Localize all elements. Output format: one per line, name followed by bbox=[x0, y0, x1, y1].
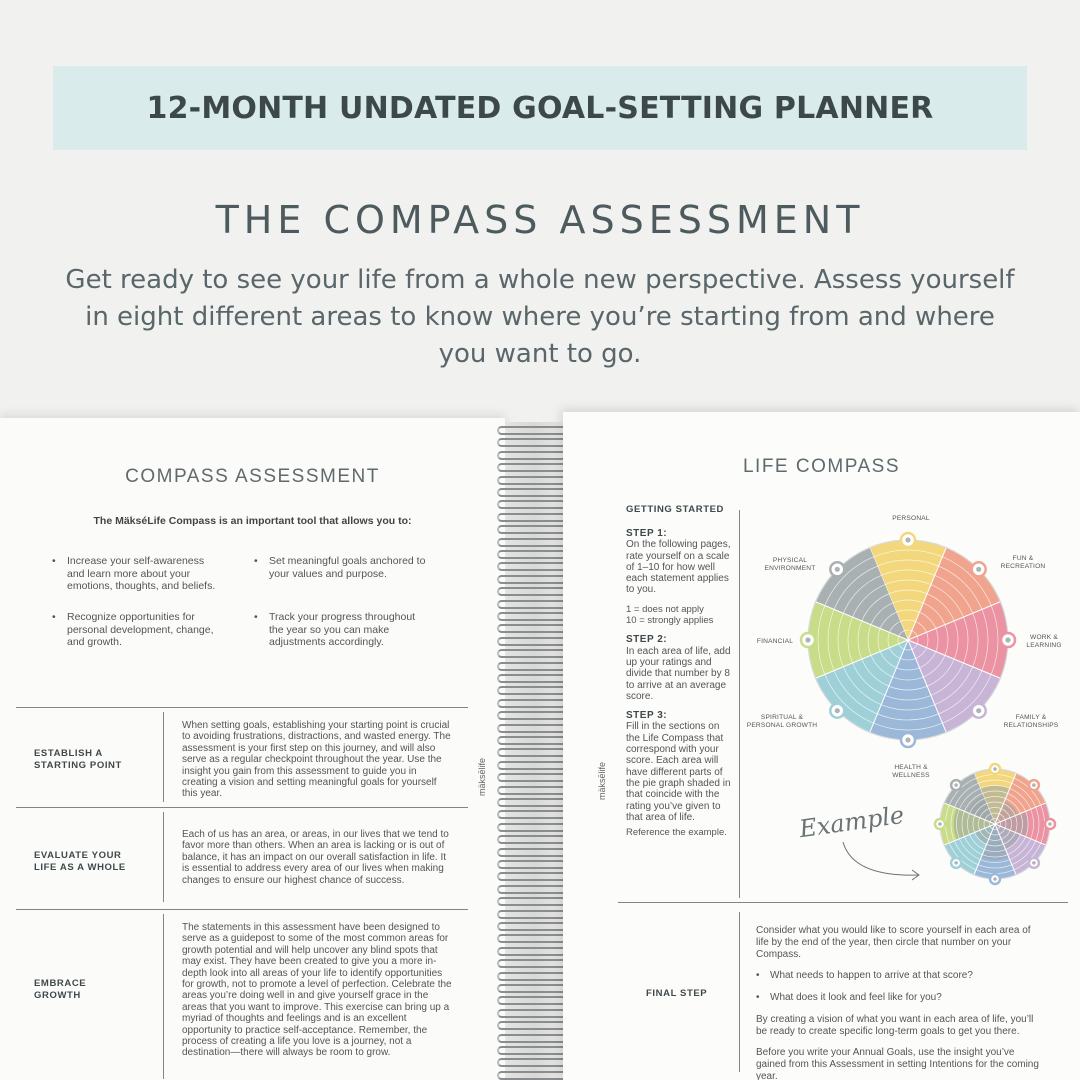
scale-note: 1 = does not apply bbox=[626, 603, 704, 615]
wheel-label-health: HEALTH & WELLNESS bbox=[892, 764, 930, 779]
wheel-node-dot bbox=[976, 708, 981, 713]
steps-column bbox=[626, 528, 732, 846]
final-intro: Consider what you would like to score yourself in each area of life by the end of the year, then circle that number on your Compass. bbox=[756, 925, 1031, 960]
final-bullet: • What does it look and feel like for you? bbox=[756, 992, 1046, 1004]
left-page-intro: The MäkséLife Compass is an important tool that allows you to: bbox=[93, 515, 412, 527]
section-establish bbox=[16, 707, 468, 807]
final-step-text bbox=[756, 925, 1046, 1080]
divider bbox=[163, 812, 164, 902]
wheel-node-dot bbox=[805, 637, 810, 642]
left-page bbox=[0, 418, 505, 1080]
section-text: When setting goals, establishing your starting point is crucial to avoiding frustrations, distractions, and wasted energy. The assessment is your first step on this journey, and will also serve as a regular checkpoint throughout the year. Use the insight you gain from this assessment to guide you in creating a vision and setting meaningful goals for yourself this year. bbox=[182, 720, 451, 800]
wheel-node-dot bbox=[835, 567, 840, 572]
wheel-node-dot bbox=[835, 708, 840, 713]
benefit-item: • Increase your self-awareness and learn more about your emotions, thoughts, and beliefs. bbox=[52, 555, 224, 593]
final-step-label: FINAL STEP bbox=[646, 988, 708, 999]
wheel-node-dot bbox=[954, 861, 958, 865]
divider bbox=[163, 712, 164, 802]
section-label: ESTABLISH A STARTING POINT bbox=[34, 748, 122, 771]
section-label: EVALUATE YOUR LIFE AS A WHOLE bbox=[34, 850, 126, 873]
wheel-node-dot bbox=[993, 877, 997, 881]
benefit-item: • Track your progress throughout the year so you can make adjustments accordingly. bbox=[254, 611, 426, 649]
right-page-title: LIFE COMPASS bbox=[742, 456, 900, 477]
wheel-label-personal: PERSONAL bbox=[892, 515, 930, 522]
section-label: EMBRACE GROWTH bbox=[34, 978, 87, 1001]
tagline: Get ready to see your life from a whole new perspective. Assess yourself in eight different areas to know where you’re starting from and where you want to go. bbox=[65, 265, 1015, 369]
wheel-label-fun: FUN & RECREATION bbox=[1000, 555, 1046, 570]
divider bbox=[618, 902, 1068, 903]
wheel-node-dot bbox=[993, 767, 997, 771]
wheel-node-dot bbox=[954, 783, 958, 787]
step-label: STEP 2: bbox=[626, 634, 668, 646]
divider bbox=[163, 914, 164, 1079]
section-text: Each of us has an area, or areas, in our lives that we tend to favor more than others. When an area is lacking or is out of balance, it has an impact on our overall satisfaction in life. It is essential to address every area of our lives when making changes to ensure our highest chance of success. bbox=[182, 829, 449, 886]
brand-logo: mäksēlife bbox=[477, 757, 487, 796]
final-para: Before you write your Annual Goals, use the insight you’ve gained from this Assessment in setting Intentions for the coming year. bbox=[756, 1047, 1039, 1080]
step-label: STEP 1: bbox=[626, 528, 668, 539]
example-compass-wheel bbox=[933, 762, 1057, 886]
section-evaluate bbox=[16, 807, 468, 909]
wheel-label-family: FAMILY & RELATIONSHIPS bbox=[1003, 714, 1059, 729]
wheel-node-dot bbox=[1005, 637, 1010, 642]
step-text: Fill in the sections on the Life Compass that correspond with your score. Each area will have different parts of the pie graph shaded in that coincide with the rating you’ve given to that area of life. bbox=[626, 721, 731, 823]
wheel-node-dot bbox=[1048, 822, 1052, 826]
left-page-title: COMPASS ASSESSMENT bbox=[125, 466, 380, 487]
scale-note: 10 = strongly applies bbox=[626, 615, 714, 627]
wheel-label-physical: PHYSICAL ENVIRONMENT bbox=[764, 557, 816, 572]
getting-started-heading: GETTING STARTED bbox=[626, 504, 725, 515]
wheel-node-dot bbox=[938, 822, 942, 826]
arrow-icon bbox=[838, 837, 928, 887]
divider bbox=[739, 912, 740, 1072]
final-para: By creating a vision of what you want in each area of life, you’ll be ready to create specific long-term goals to get you there. bbox=[756, 1014, 1034, 1037]
wheel-label-work: WORK & LEARNING bbox=[1026, 634, 1062, 649]
benefit-item: • Set meaningful goals anchored to your values and purpose. bbox=[254, 555, 426, 580]
headline: THE COMPASS ASSESSMENT bbox=[215, 198, 865, 242]
step-text: In each area of life, add up your ratings and divide that number by 8 to arrive at an average score. bbox=[626, 645, 731, 702]
step-label: STEP 3: bbox=[626, 710, 668, 722]
life-compass-wheel[interactable] bbox=[798, 530, 1018, 750]
wheel-node-dot bbox=[1032, 861, 1036, 865]
header-banner bbox=[53, 66, 1027, 150]
section-text: The statements in this assessment have been designed to serve as a guidepost to some of the most common areas for growth potential and will help uncover any blind spots that may exist. They have been created to give you a more in-depth look into all areas of your life to identify opportunities for growth, not to promote a level of perfection. Celebrate the areas you’re doing well in and give yourself grace in the areas that you want to improve. This exercise can bring up a myriad of thoughts and feelings and is an excellent opportunity to practice self-acceptance. Remember, the process of creating a life you love is a journey, not a destination—there will always be room to grow. bbox=[182, 922, 452, 1059]
wheel-node-dot bbox=[905, 737, 910, 742]
benefit-item: • Recognize opportunities for personal development, change, and growth. bbox=[52, 611, 224, 649]
reference-note: Reference the example. bbox=[626, 827, 727, 839]
wheel-node-dot bbox=[976, 567, 981, 572]
wheel-node-dot bbox=[905, 537, 910, 542]
step-text: On the following pages, rate yourself on a scale of 1–10 for how well each statement applies to you. bbox=[626, 539, 731, 596]
divider bbox=[739, 510, 740, 898]
wheel-label-financial: FINANCIAL bbox=[756, 638, 794, 645]
wheel-node-dot bbox=[1032, 783, 1036, 787]
example-label: Example bbox=[797, 800, 906, 844]
final-bullet: • What needs to happen to arrive at that score? bbox=[756, 970, 1046, 982]
wheel-label-spiritual: SPIRITUAL & PERSONAL GROWTH bbox=[746, 714, 818, 729]
banner-title: 12-MONTH UNDATED GOAL-SETTING PLANNER bbox=[146, 90, 934, 126]
right-page bbox=[563, 412, 1080, 1080]
brand-logo: mäksēlife bbox=[597, 761, 607, 800]
section-embrace bbox=[16, 909, 468, 1080]
